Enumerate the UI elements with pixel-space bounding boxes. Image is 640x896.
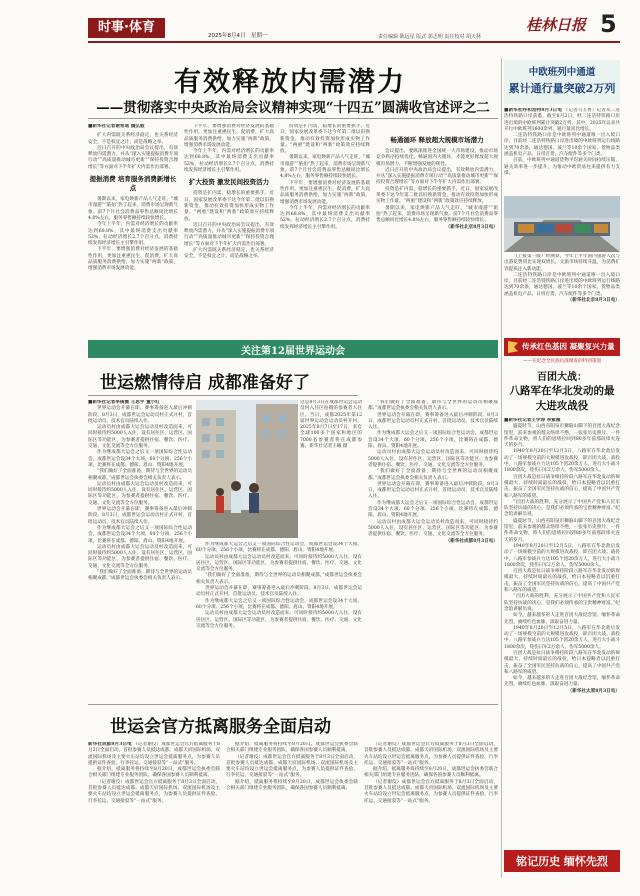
column-divider [501,58,502,878]
newspaper-logo: 桂林日报 [526,16,587,34]
lead-column-2 [184,124,274,334]
heritage-paragraph: 百团大战是抗日战争相持阶段八路军在华北发动的规模最大、持续时间最长的战役，给日本侵略者以沉重打击，振奋了全国军民坚持抗战的信心，提高了中国共产党和八路军的威望。 [504,569,620,594]
page-number: 5 [600,10,617,38]
heritage-kicker: 百团大战： [537,372,587,383]
heritage-paragraph: 百团大战是抗日战争相持阶段八路军在华北发动的规模最大、持续时间最长的战役，给日本侵略者以沉重打击，振奋了全国军民坚持抗战的信心，提高了中国共产党和八路军的威望。 [504,650,620,675]
games-paragraph: 运动员村由成都大运会运动员村改造而来，可同时接待约5000人入住，设有居住区、运营区、国际区等功能区，为参赛者提供住宿、餐饮、医疗、交通、文化交流等全方位服务。 [88,425,192,450]
games-paragraph: 据介绍，抵离服务将持续至8月20日，成都世运会执委会联合相关部门组建专业服务团队，确保各国参赛人员顺利抵离。 [226,742,358,754]
heritage-paragraph: 1940年8月20日至12月5日，八路军在华北敌后发动了一场规模空前的大规模进攻战役，即百团大战。战役中，八路军参战兵力达105个团20余万人，进行大小战斗1800余次，毙伤日军2万余人、伪军5000余人。 [504,543,620,568]
games-paragraph: 作为继成都大运会之后又一项国际综合性运动会，成都世运会设34个大项、60个分项、256个小项，比赛将在成都、德阳、眉山、资阳4地开展。 [196,598,362,610]
heritage-paragraph: 盛夏时节，山西省阳泉市狮脑山脚下的百团大战纪念馆里，前来参观的群众络绎不绝，一张张历史照片、一件件革命文物，将人们的思绪拉回到80多年前那段烽火连天的岁月。 [504,424,620,449]
games-banner-title: 关注第12届世界运动会 [241,346,345,357]
lead-column-1 [88,124,178,334]
page-header [88,12,620,44]
rail-photo [504,196,620,252]
heritage-paragraph: 如今，越来越多的人走进百团大战纪念馆，缅怀革命先烈，赓续红色血脉，汲取奋进力量。 [504,676,620,688]
games-paragraph: 运动员村由成都大运会运动员村改造而来，可同时接待约5000人入住，设有居住区、运营区、国际区等功能区，为参赛者提供住宿、餐饮、医疗、交通、文化交流等全方位服务。 [368,450,498,468]
lead-top-rule [88,118,498,119]
right-caption: （上接第一版）经测算，今年上半年国内旅游人次与出游花费同比实现双增长，文旅市场持续升温，为消费扩容提质注入新动能。 [504,254,620,272]
section-heading: 畅通循环 释放超大规模市场潜力 [390,136,484,144]
games-column-2 [196,542,362,700]
issue-date: 2025年8月4日 [208,33,246,39]
heritage-paragraph: 如今，越来越多的人走进百团大战纪念馆，缅怀革命先烈，赓续红色血脉，汲取奋进力量。 [504,613,620,625]
lead-paragraph: 今年上半年，内需对经济增长的贡献率达到68.8%，其中最终消费支出贡献率52%，拉动经济增长2.7个百分点，消费持续发挥经济增长主引擎作用。 [88,222,178,247]
right-signature: （新华社北京8月3日电） [567,298,620,304]
games-article-2-col-3 [364,742,498,878]
games-paragraph: 运动员村由成都大运会运动员村改造而来，可同时接待约5000人入住，设有居住区、运营区、国际区等功能区，为参赛者提供住宿、餐饮、医疗、交通、文化交流等全方位服务。 [88,544,192,569]
lead-paragraph: 今年上半年，内需对经济增长的贡献率达到68.8%，其中最终消费支出贡献率52%，拉动经济增长2.7个百分点，消费持续发挥经济增长主引擎作用。 [184,149,274,174]
games-paragraph: 据介绍，抵离服务将持续至8月20日，成都世运会执委会联合相关部门组建专业服务团队，确保各国参赛人员顺利抵离。 [88,767,220,779]
games-paragraph: （记者谢佼）成都世运会官方抵离服务于8月3日全面启动，首批参赛人员抵达成都。成都天府国际机场、双流国际机场及主要火车站均设立世运会抵离服务点，为参赛人员提供证件查验、行李托运、交通接驳等“一站式”服务。 [364,742,498,766]
lead-paragraph: 投资是扩内需、稳增长的重要抓手。近日，国家发展改革委下达今年第二批以旧换新资金，推动有效投资加快形成实物工作量。“两重”建设和“两新”政策效应持续释放。 [376,186,498,205]
games-paragraph: 世界运动会开幕在即，赛事筹备进入最后冲刺阶段。8月3日，成都世运会运动员村正式开村，首批运动员、技术官员陆续入住。 [368,481,498,500]
lead-paragraph: 会议提出，要纵深推进全国统一大市场建设，推动市场竞争秩序持续优化。畅通国内大循环，才能更好释放超大规模市场潜力，不断增强发展的韧性。 [376,149,498,167]
games-paragraph: 运动员村由成都大运会运动员村改造而来，可同时接待约5000人入住，设有居住区、运营区、国际区等功能区，为参赛者提供住宿、餐饮、医疗、交通、文化交流等全方位服务。 [88,481,192,506]
lead-paragraph: 投资是扩内需、稳增长的重要抓手。近日，国家发展改革委下达今年第二批以旧换新资金，推动有效投资加快形成实物工作量。“两重”建设和“两新”政策效应持续释放。 [184,191,274,222]
lead-paragraph: 扩大内需既关系经济稳定，也关系经济安全，不是权宜之计，而是战略之举。 [184,248,274,260]
games-rule [88,395,358,396]
lead-subhead: ——贯彻落实中央政治局会议精神实现“十四五”圆满收官述评之二 [96,100,490,116]
section-heading: 扩大投资 激发民间投资活力 [188,178,270,187]
games-paragraph: 据介绍，抵离服务将持续至8月20日，成都世运会执委会联合相关部门组建专业服务团队，确保各国参赛人员顺利抵离。 [226,779,358,792]
games-paragraph: 运动员村由成都大运会运动员村改造而来，可同时接待约5000人入住，设有居住区、运营区、国际区等功能区，为参赛者提供住宿、餐饮、医疗、交通、文化交流等全方位服务。 [368,519,498,538]
heritage-paragraph: “百团大战的胜利，充分展示了中国共产党和人民军队坚持抗战的决心，是我们必须传承的宝贵精神财富。”纪念馆讲解员说。 [504,499,620,518]
games-paragraph: 运动员村由成都大运会运动员村改造而来，可同时接待约5000人入住，设有居住区、运营区、国际区等功能区，为参赛者提供住宿、餐饮、医疗、交通、文化交流等全方位服务。 [196,554,362,573]
games-paragraph: 作为继成都大运会之后又一项国际综合性运动会，成都世运会设34个大项、60个分项、256个小项，比赛将在成都、德阳、眉山、资阳4地开展。 [88,450,192,468]
games-column-1 [88,400,192,700]
games-paragraph: 运动员村由成都大运会运动员村改造而来，可同时接待约5000人入住，设有居住区、运营区、国际区等功能区，为参赛者提供住宿、餐饮、医疗、交通、文化交流等全方位服务。 [196,611,362,629]
right-paragraph: （记者马玉香）记者从二连浩特铁路口岸获悉，截至8月3日，经二连浩特铁路口岸进出境的中欧班列累计突破2万列。其中，2025年以来共开行中欧班列1600余列，通行量同比增长。 [504,108,620,132]
games-paragraph: 世界运动会开幕在即，赛事筹备进入最后冲刺阶段。8月3日，成都世运会运动员村正式开村，首批运动员、技术官员陆续入住。 [196,586,362,598]
games-paragraph: “我们做好了全面准备，期待与全世界的运动员相聚成都。”成都世运会执委会相关负责人表示。 [88,570,192,582]
games-paragraph: 世界运动会开幕在即，赛事筹备进入最后冲刺阶段。8月3日，成都世运会运动员村正式开村，首批运动员、技术官员陆续入住。 [88,406,192,424]
lead-signature: （新华社北京8月3日电） [445,224,498,230]
lead-paragraph: 下半年，要增强消费对经济发展的基础性作用，更加注重惠民生、促消费，扩大高品质服务消费供给，加力实施“两新”政策，增强消费市场发展动能。 [88,247,178,272]
right-paragraph: 二连浩特铁路口岸是中欧班列中通道唯一出入境口岸，目前经二连浩特铁路口岸进出境的中欧班列运行线路达到70余条，通达德国、波兰等10余个国家，货物品类涵盖机电产品、日用百货、汽车配件等多个门类。 [504,272,620,297]
games-byline-2: 新华社成都8月3日电 [88,742,132,747]
heritage-banner-title: 传承红色基因 凝聚复兴力量 [522,342,615,351]
heritage-banner [504,338,620,356]
flag-icon [508,341,518,353]
heritage-paragraph: 1940年8月20日至12月5日，八路军在华北敌后发动了一场规模空前的大规模进攻战役，即百团大战。战役中，八路军参战兵力达105个团20余万人，进行大小战斗1800余次，毙伤日军2万余人、伪军5000余人。 [504,625,620,650]
section-heading: 提振消费 培育服务消费新增长点 [89,175,177,193]
lead-headline: 有效释放内需潜力 [174,67,406,98]
games-paragraph: 作为继成都大运会之后又一项国际综合性运动会，成都世运会设34个大项、60个分项、256个小项，比赛将在成都、德阳、眉山、资阳4地开展。 [88,525,192,544]
games-paragraph: “我们做好了全面准备，期待与全世界的运动员相聚成都。”成都世运会执委会相关负责人表示。 [196,573,362,585]
games-signature-1: （新华社成都8月3日电） [445,538,498,544]
games-paragraph: 据介绍，抵离服务将持续至8月20日，成都世运会执委会联合相关部门组建专业服务团队，确保各国参赛人员顺利抵离。 [364,767,498,779]
games-paragraph: “我们做好了全面准备，期待与全世界的运动员相聚成都。”成都世运会执委会相关负责人表示。 [88,469,192,481]
lead-paragraph: 近日召开的中央政治局会议提出，有效释放内需潜力，并从“深入实施提振消费专项行动”“高质量推动城市更新”“保持投资合理增长”等方面对下半年扩大内需作出部署。 [376,167,498,186]
athlete-village-image [196,400,298,538]
games-column-3 [368,400,498,700]
lead-paragraph: 暑期以来，家电焕新产品人气走旺，“城市漫游”“旅拍”热了起来，消费市场呈现新气象。前7个月社会消费品零售总额同比增长4.8%左右，服务零售额持续较快增长。 [376,205,498,224]
heritage-sub: ——在纪念全民族抗战爆发的特别策划 [522,359,602,364]
lead-paragraph: 下半年，要增强消费对经济发展的基础性作用，更加注重惠民生、促消费，扩大高品质服务消费供给，加力实施“两新”政策，增强消费市场发展动能。 [280,180,370,205]
lead-paragraph: 下半年，要增强消费对经济发展的基础性作用，更加注重惠民生、促消费，扩大高品质服务消费供给，加力实施“两新”政策，增强消费市场发展动能。 [184,124,274,148]
right-byline: ■新华社呼和浩特8月3日电 [504,108,563,113]
heritage-paragraph: “百团大战的胜利，充分展示了中国共产党和人民军队坚持抗战的决心，是我们必须传承的宝贵精神财富。”纪念馆讲解员说。 [504,594,620,612]
games-paragraph: “我们做好了全面准备，期待与全世界的运动员相聚成都。”成都世运会执委会相关负责人表示。 [368,469,498,481]
lead-paragraph: 近日召开的中央政治局会议提出，有效释放内需潜力，并从“深入实施提振消费专项行动”“高质量推动城市更新”“保持投资合理增长”等方面对下半年扩大内需作出部署。 [88,145,178,170]
section-label: 时事·体育 [88,18,165,38]
games-paragraph: 世界运动会开幕在即，赛事筹备进入最后冲刺阶段。8月3日，成都世运会运动员村正式开村，首批运动员、技术官员陆续入住。 [88,507,192,525]
lead-column-4 [376,124,498,334]
heritage-signature: （新华社太原8月3日电） [567,688,620,694]
right-headline: 累计通行量突破2万列 [508,82,616,95]
right-top-body [504,108,620,194]
heritage-footer-text: 铭记历史 缅怀先烈 [516,855,608,868]
games-banner [88,340,498,358]
lead-byline: ■新华社记者谢希瑶 魏弘毅 [88,124,145,129]
heritage-byline: ■新华社记者王学涛 李紫薇 [504,418,561,423]
games-paragraph: （记者谢佼）成都世运会官方抵离服务于8月3日全面启动，首批参赛人员抵达成都。成都天府国际机场、双流国际机场及主要火车站均设立世运会抵离服务点，为参赛人员提供证件查验、行李托运、交通接驳等“一站式”服务。 [88,742,220,766]
games-caption-text: 这是8月3日在成都世运会运动员村入住区拍摄的参赛者入住区。当日，成都2025年第12届世界运动会运动员村开村，2025年8月7日至17日，来自全球100多个国家和地区的7000名参赛者将在成都参赛。新华社记者王曦 摄 [300,400,362,450]
lead-paragraph: 今年上半年，内需对经济增长的贡献率达到68.8%，其中最终消费支出贡献率52%，拉动经济增长2.7个百分点，消费持续发挥经济增长主引擎作用。 [280,205,370,230]
lead-paragraph: 暑期以来，家电焕新产品人气走旺，“城市漫游”“旅拍”热了起来，消费市场呈现新气象。前7个月社会消费品零售总额同比增长4.8%左右，服务零售额持续较快增长。 [280,155,370,180]
heritage-paragraph: 1940年8月20日至12月5日，八路军在华北敌后发动了一场规模空前的大规模进攻战役，即百团大战。战役中，八路军参战兵力达105个团20余万人，进行大小战斗1800余次，毙伤日军2万余人、伪军5000余人。 [504,449,620,474]
games-paragraph: 作为继成都大运会之后又一项国际综合性运动会，成都世运会设34个大项、60个分项、256个小项，比赛将在成都、德阳、眉山、资阳4地开展。 [196,542,362,554]
games-article-2-col-1 [88,742,220,878]
right-paragraph: 二连浩特铁路口岸是中欧班列中通道唯一出入境口岸，目前经二连浩特铁路口岸进出境的中欧班列运行线路达到70余条，通达德国、波兰等10余个国家，货物品类涵盖机电产品、日用百货、汽车配件等多个门类。 [504,133,620,158]
games-headline-2: 世运会官方抵离服务全面启动 [110,717,331,737]
games-paragraph: （记者谢佼）成都世运会官方抵离服务于8月3日全面启动，首批参赛人员抵达成都。成都天府国际机场、双流国际机场及主要火车站均设立世运会抵离服务点，为参赛人员提供证件查验、行李托运、交通接驳等“一站式”服务。 [88,779,220,804]
issue-weekday: 星期一 [251,33,268,39]
lead-paragraph: 近日召开的中央政治局会议提出，有效释放内需潜力，并从“深入实施提振消费专项行动”“高质量推动城市更新”“保持投资合理增长”等方面对下半年扩大内需作出部署。 [184,222,274,247]
games-headline-1: 世运燃情待启 成都准备好了 [100,373,310,393]
games-byline-1: ■新华社记者李倩薇 王思宇 董小红 [88,400,160,405]
games-rule-2 [88,704,498,705]
games-paragraph: 作为继成都大运会之后又一项国际综合性运动会，成都世运会设34个大项、60个分项、256个小项，比赛将在成都、德阳、眉山、资阳4地开展。 [368,500,498,519]
header-rule [88,41,620,43]
athlete-village-photo [196,400,298,538]
games-caption [300,400,362,538]
lead-column-3 [280,124,370,334]
right-top-caption [504,254,620,334]
right-paragraph: 目前，中欧班列中通道货物平均通关时间持续压缩，通关效率进一步提升，为推动中欧贸易往来提供有力支撑。 [504,158,620,176]
games-paragraph: 作为继成都大运会之后又一项国际综合性运动会，成都世运会设34个大项、60个分项、256个小项，比赛将在成都、德阳、眉山、资阳4地开展。 [368,431,498,450]
lead-paragraph: 扩大内需既关系经济稳定，也关系经济安全，不是权宜之计，而是战略之举。 [88,133,178,145]
heritage-body [504,418,620,836]
heritage-headline: 八路军在华北发动的最大进攻战役 [509,385,615,412]
heritage-paragraph: 百团大战是抗日战争相持阶段八路军在华北发动的规模最大、持续时间最长的战役，给日本侵略者以沉重打击，振奋了全国军民坚持抗战的信心，提高了中国共产党和八路军的威望。 [504,474,620,499]
games-paragraph: （记者谢佼）成都世运会官方抵离服务于8月3日全面启动，首批参赛人员抵达成都。成都天府国际机场、双流国际机场及主要火车站均设立世运会抵离服务点，为参赛人员提供证件查验、行李托运、交通接驳等“一站式”服务。 [364,779,498,804]
lead-paragraph: 投资是扩内需、稳增长的重要抓手。近日，国家发展改革委下达今年第二批以旧换新资金，推动有效投资加快形成实物工作量。“两重”建设和“两新”政策效应持续释放。 [280,124,370,155]
editor-credits: 责任编辑 陈远星 版式 郭志明 责任校对 胡天林 [378,34,481,40]
games-paragraph: “我们做好了全面准备，期待与全世界的运动员相聚成都。”成都世运会执委会相关负责人表示。 [368,400,498,412]
lead-paragraph: 暑期以来，家电焕新产品人气走旺，“城市漫游”“旅拍”热了起来，消费市场呈现新气象。前7个月社会消费品零售总额同比增长4.8%左右，服务零售额持续较快增长。 [88,197,178,221]
games-article-2-col-2 [226,742,358,878]
right-kicker: 中欧班列中通道 [528,67,596,78]
games-paragraph: 世界运动会开幕在即，赛事筹备进入最后冲刺阶段。8月3日，成都世运会运动员村正式开村，首批运动员、技术官员陆续入住。 [368,412,498,431]
rail-photo-image [504,196,620,252]
heritage-footer [504,850,620,872]
heritage-paragraph: 盛夏时节，山西省阳泉市狮脑山脚下的百团大战纪念馆里，前来参观的群众络绎不绝，一张张历史照片、一件件革命文物，将人们的思绪拉回到80多年前那段烽火连天的岁月。 [504,518,620,543]
games-paragraph: （记者谢佼）成都世运会官方抵离服务于8月3日全面启动，首批参赛人员抵达成都。成都天府国际机场、双流国际机场及主要火车站均设立世运会抵离服务点，为参赛人员提供证件查验、行李托运、交通接驳等“一站式”服务。 [226,754,358,779]
